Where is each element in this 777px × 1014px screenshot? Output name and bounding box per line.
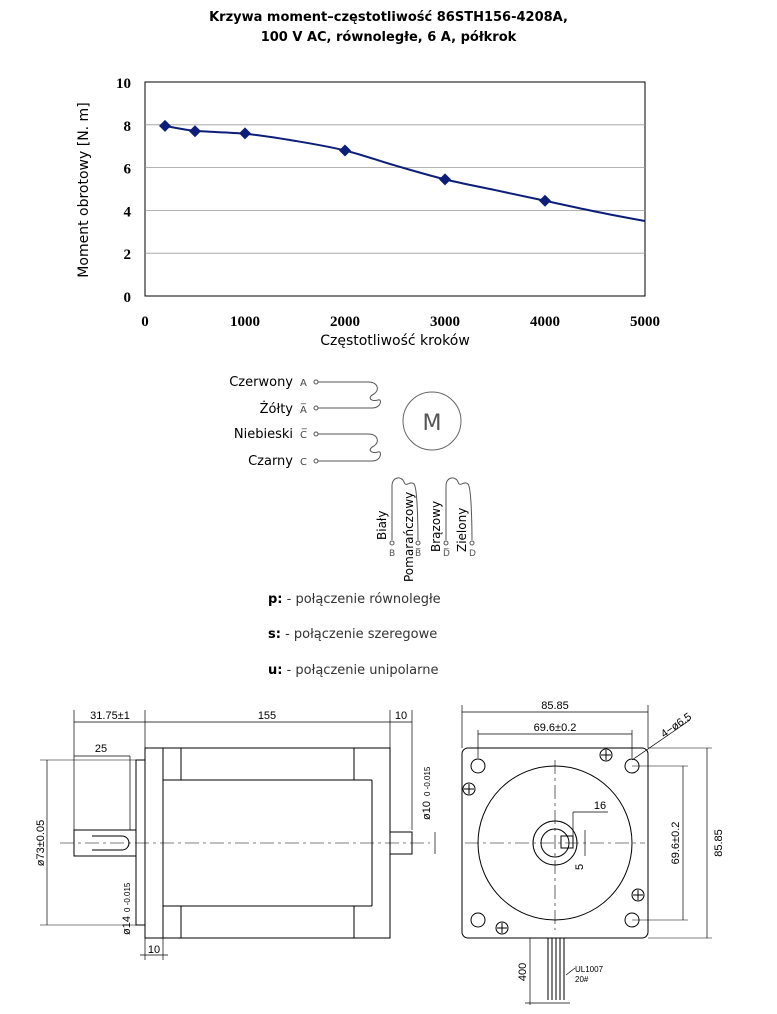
- terminal-B-bar: B̅: [415, 549, 422, 559]
- torque-curve: [165, 126, 645, 221]
- wire-label-blue: Niebieski: [233, 427, 293, 442]
- terminal-A: A: [300, 378, 307, 389]
- wire-label-white: Biały: [375, 510, 389, 540]
- data-point-marker: [439, 173, 451, 185]
- dim-shaft-length: 31.75±1: [90, 710, 130, 722]
- terminal-D: D: [469, 549, 476, 559]
- dim-mounting-holes: 4−ø6.5: [658, 710, 695, 741]
- plot-frame: [145, 82, 645, 296]
- dim-lead-length: 400: [517, 962, 529, 982]
- dim-rear-diameter: ø10: [421, 801, 433, 820]
- dim-front-width: 85.85: [541, 700, 569, 712]
- wire-label-orange: Pomarańczowy: [402, 491, 416, 582]
- terminal-C-bar: C̅: [300, 430, 307, 441]
- y-tick-label: 6: [123, 161, 131, 178]
- terminal-C: C: [300, 457, 307, 468]
- x-tick-label: 3000: [430, 314, 460, 330]
- dim-hole-spacing-vertical: 69.6±0.2: [670, 821, 682, 865]
- x-tick-labels: [141, 314, 660, 330]
- grid-lines: [145, 125, 645, 253]
- torque-chart: [76, 76, 660, 349]
- y-tick-label: 2: [123, 247, 131, 264]
- wire-label-brown: Brązowy: [429, 500, 443, 552]
- y-axis-label: Moment obrotowy [N. m]: [76, 102, 92, 278]
- dim-key-length: 25: [94, 743, 108, 755]
- x-tick-label: 5000: [630, 314, 660, 330]
- dim-rear-tolerance: 0 -0.015: [423, 766, 432, 796]
- y-tick-labels: [116, 76, 132, 306]
- dim-shaft-tolerance: 0 -0.015: [123, 882, 132, 912]
- dim-flange-thickness: 10: [147, 944, 161, 956]
- terminal-B: B: [389, 549, 396, 559]
- legend-unipolar: u: - połączenie unipolarne: [268, 663, 439, 678]
- cable-label-gauge: 20#: [575, 975, 589, 984]
- wiring-diagram: [229, 375, 476, 582]
- data-point-marker: [189, 125, 201, 137]
- data-point-marker: [159, 120, 171, 132]
- cable-label-type: UL1007: [575, 965, 604, 974]
- wire-label-yellow: Żółty: [259, 402, 293, 417]
- dim-pilot-diameter: ø73±0.05: [35, 819, 47, 867]
- wire-label-black: Czarny: [248, 454, 293, 469]
- dim-front-height: 85.85: [713, 829, 725, 857]
- legend-series: s: - połączenie szeregowe: [268, 627, 438, 642]
- x-tick-label: 0: [141, 314, 149, 330]
- dim-rear-shaft: 10: [394, 710, 408, 722]
- dim-hole-spacing: 69.6±0.2: [533, 722, 577, 734]
- terminal-A-bar: A̅: [300, 405, 307, 416]
- wire-label-green: Zielony: [455, 507, 469, 552]
- dim-key-depth: 5: [574, 863, 586, 870]
- y-tick-label: 0: [123, 290, 131, 306]
- y-tick-label: 10: [116, 76, 131, 92]
- y-tick-label: 4: [123, 204, 131, 221]
- dim-body-length: 155: [257, 710, 277, 722]
- data-point-marker: [339, 144, 351, 156]
- terminal-D-bar: D̅: [443, 549, 450, 559]
- data-point-marker: [539, 195, 551, 207]
- x-tick-label: 2000: [330, 314, 360, 330]
- data-point-marker: [239, 127, 251, 139]
- x-tick-label: 4000: [530, 314, 560, 330]
- x-tick-label: 1000: [230, 314, 260, 330]
- dim-key-width: 16: [593, 800, 607, 812]
- legend-parallel: p: - połączenie równoległe: [268, 592, 441, 607]
- dim-shaft-diameter: ø14: [121, 916, 133, 935]
- x-axis-label: Częstotliwość kroków: [320, 333, 470, 349]
- chart-title-line2: 100 V AC, równoległe, 6 A, półkrok: [260, 30, 517, 45]
- motor-symbol: M: [422, 411, 442, 436]
- y-tick-label: 8: [123, 118, 131, 135]
- wire-label-red: Czerwony: [229, 375, 293, 390]
- chart-title-line1: Krzywa moment–częstotliwość 86STH156-4208A,: [209, 10, 568, 25]
